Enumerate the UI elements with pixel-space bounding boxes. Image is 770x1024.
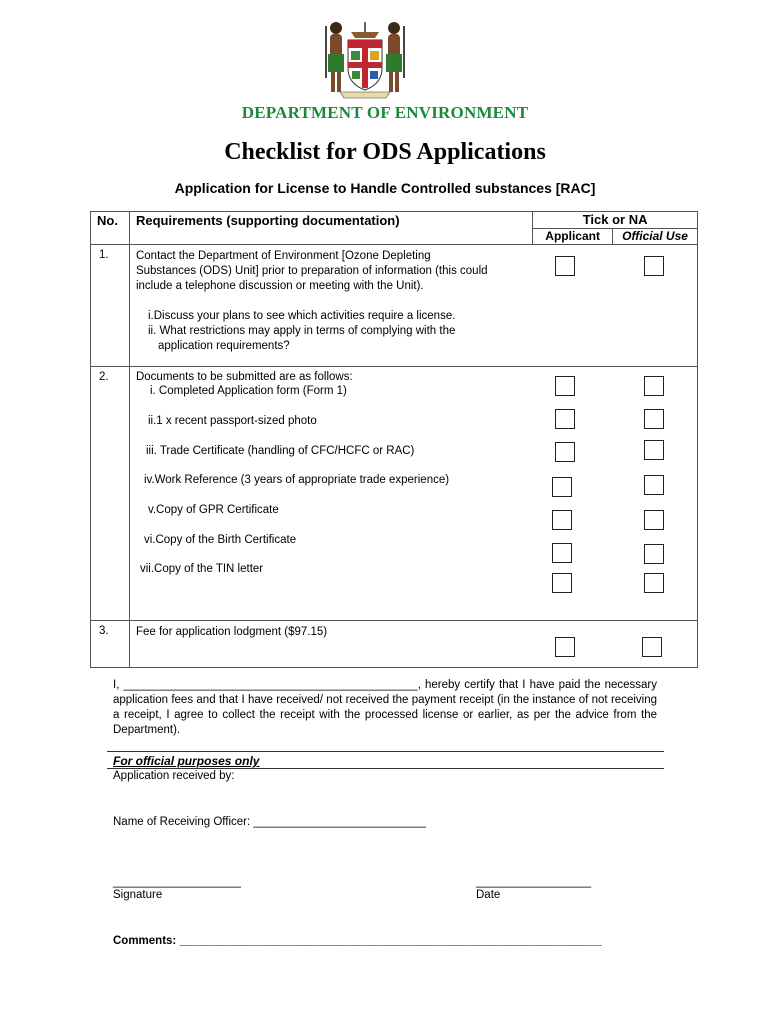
official-checkbox[interactable]	[644, 440, 664, 460]
requirement-text: v.Copy of GPR Certificate	[147, 504, 279, 516]
official-checkbox[interactable]	[642, 637, 662, 657]
divider	[107, 751, 664, 752]
coat-of-arms-emblem	[318, 18, 412, 100]
requirement-text: iii. Trade Certificate (handling of CFC/HCFC or RAC)	[145, 445, 415, 457]
table-row	[91, 245, 698, 367]
applicant-checkbox[interactable]	[555, 376, 575, 396]
official-checkbox[interactable]	[644, 475, 664, 495]
col-official-header: Official Use	[613, 229, 698, 245]
official-checkbox[interactable]	[644, 573, 664, 593]
requirement-text: include a telephone discussion or meeting with the Unit).	[135, 280, 424, 292]
row-number: 2.	[91, 367, 130, 621]
applicant-checkbox[interactable]	[552, 510, 572, 530]
requirement-text: Documents to be submitted are as follows:	[135, 371, 353, 383]
page-subtitle: Application for License to Handle Controlled substances [RAC]	[174, 180, 596, 196]
row-number: 3.	[91, 621, 130, 668]
requirement-text: i. Completed Application form (Form 1)	[149, 385, 347, 397]
col-tick-header: Tick or NA	[533, 212, 698, 229]
official-checkbox[interactable]	[644, 376, 664, 396]
date-label: Date	[476, 889, 501, 901]
requirement-text: Contact the Department of Environment [Ozone Depleting	[135, 250, 431, 262]
comments-field[interactable]	[113, 935, 602, 947]
requirement-text: vii.Copy of the TIN letter	[139, 563, 264, 575]
table-row	[91, 621, 698, 668]
applicant-checkbox[interactable]	[555, 409, 575, 429]
application-received-label: Application received by:	[113, 770, 235, 782]
table-row	[91, 367, 698, 621]
applicant-checkbox[interactable]	[552, 543, 572, 563]
requirement-text: Fee for application lodgment ($97.15)	[135, 626, 328, 638]
date-line[interactable]: __________________	[476, 876, 592, 888]
row-number: 1.	[91, 245, 130, 367]
applicant-checkbox[interactable]	[555, 442, 575, 462]
applicant-checkbox[interactable]	[552, 477, 572, 497]
checklist-table	[90, 211, 698, 668]
receiving-officer-field[interactable]: Name of Receiving Officer: ___________________________	[113, 816, 427, 828]
signature-line[interactable]: ____________________	[113, 876, 241, 888]
requirement-text: i.Discuss your plans to see which activities require a license.	[147, 310, 456, 322]
divider	[107, 768, 664, 769]
requirement-text: Substances (ODS) Unit] prior to preparation of information (this could	[135, 265, 488, 277]
requirement-text: vi.Copy of the Birth Certificate	[143, 534, 297, 546]
requirement-text: iv.Work Reference (3 years of appropriate trade experience)	[143, 474, 450, 486]
page-title: Checklist for ODS Applications	[224, 139, 546, 165]
official-checkbox[interactable]	[644, 256, 664, 276]
requirement-text: ii. What restrictions may apply in terms of complying with the	[147, 325, 456, 337]
comments-label: Comments:	[113, 935, 177, 947]
official-checkbox[interactable]	[644, 544, 664, 564]
applicant-checkbox[interactable]	[555, 256, 575, 276]
col-requirements-header: Requirements (supporting documentation)	[129, 212, 532, 245]
certification-statement: I, ______________________________________________, hereby certify that I have paid the necessary application fees and that I have received/ not received the payment receipt (in the instance of not receiving a receipt, I agree to collect the receipt with the processed license or earlier, as per the advice from the Department).	[113, 679, 657, 736]
official-checkbox[interactable]	[644, 409, 664, 429]
department-name: DEPARTMENT OF ENVIRONMENT	[241, 103, 529, 122]
official-purposes-heading: For official purposes only	[113, 754, 260, 768]
applicant-checkbox[interactable]	[552, 573, 572, 593]
col-applicant-header: Applicant	[533, 229, 613, 245]
col-no-header: No.	[91, 212, 130, 245]
comments-line[interactable]: __________________________________________________________________	[179, 935, 602, 947]
requirement-text: application requirements?	[157, 340, 290, 352]
requirement-text: ii.1 x recent passport-sized photo	[147, 415, 317, 427]
signature-label: Signature	[113, 889, 163, 901]
official-checkbox[interactable]	[644, 510, 664, 530]
applicant-checkbox[interactable]	[555, 637, 575, 657]
